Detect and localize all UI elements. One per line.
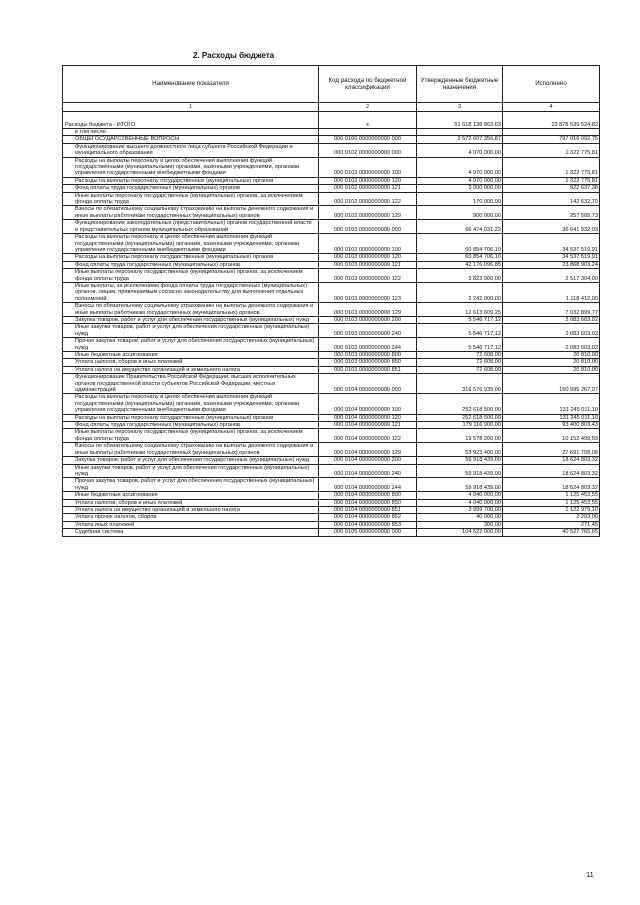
row-name: Уплата налогов, сборов и иных платежей [63,359,319,366]
row-code: 000 0102 0000000000 120 [319,177,417,184]
row-approved: 19 578 200,00 [417,429,503,443]
row-name: Закупка товаров, работ и услуг для обеспечения государственных (муниципальных) нужд [63,457,319,464]
row-executed: 1 322 775,81 [503,157,600,177]
row-code: 000 0103 0000000000 123 [319,282,417,302]
row-code: 000 0100 0000000000 000 [319,136,417,143]
row-executed: 18 624 803,32 [503,464,600,478]
row-executed: 142 632,70 [503,192,600,206]
table-row [63,478,600,492]
row-approved: 12 613 609,25 [417,303,503,317]
row-approved: 900 000,00 [417,206,503,220]
table-row [63,506,600,513]
row-executed: 1 322 775,81 [503,143,600,157]
row-code: 000 0104 0000000000 244 [319,478,417,492]
table-row [63,366,600,373]
row-name: Расходы на выплаты персоналу в целях обеспечения выполнения функций государственными (муниципальными) органами, казенными учреждениями, органами управления государственными внебюджетными фондами [63,157,319,177]
table-row [63,261,600,268]
row-executed: 93 400 803,43 [503,422,600,429]
row-name: Взносы по обязательному социальному страхованию на выплаты денежного содержания и иные выплаты работникам государственных (муниципальных) органов [63,206,319,220]
row-executed: 1 122 979,10 [503,506,600,513]
row-code: 000 0103 0000000000 000 [319,220,417,234]
row-name: Прочая закупка товаров, работ и услуг для обеспечения государственных (муниципальных) нужд [63,478,319,492]
table-row [63,338,600,352]
row-approved: 3 999 700,00 [417,506,503,513]
row-approved: 4 070 000,00 [417,157,503,177]
row-name: Иные бюджетные ассигнования [63,352,319,359]
row-approved: 66 474 031,22 [417,220,503,234]
table-row [63,157,600,177]
row-approved: 5 546 717,12 [417,338,503,352]
row-code: 000 0104 0000000000 122 [319,429,417,443]
row-executed: 34 537 519,91 [503,234,600,254]
row-name: Расходы на выплаты персоналу государственных (муниципальных) органов [63,254,319,261]
row-name: Функционирование высшего должностного лица субъекта Российской Федерации и муниципального образования [63,143,319,157]
row-executed: 2 083 603,02 [503,324,600,338]
table-row [63,499,600,506]
row-approved: 252 618 500,00 [417,394,503,414]
row-name: Расходы на выплаты персоналу государственных (муниципальных) органов [63,177,319,184]
row-name: Иные выплаты персоналу государственных (муниципальных) органов, за исключением фонда оплаты труда [63,192,319,206]
row-executed: 23 878 539 524,82 [503,112,600,129]
row-name: Фонд оплаты труда государственных (муниципальных) органов [63,261,319,268]
row-code: 000 0104 0000000000 129 [319,443,417,457]
row-name: Взносы по обязательному социальному страхованию на выплаты денежного содержания и иные выплаты работникам государственных (муниципальных) органов [63,443,319,457]
row-approved: 179 116 900,00 [417,422,503,429]
row-executed: 1 118 412,00 [503,282,600,302]
expenses-table [62,65,600,537]
row-code: 000 0104 0000000000 850 [319,499,417,506]
row-code: 000 0105 0000000000 000 [319,529,417,536]
row-code: х [319,112,417,129]
row-name: Иные закупки товаров, работ и услуг для обеспечения государственных (муниципальных) нужд [63,324,319,338]
row-code: 000 0103 0000000000 800 [319,352,417,359]
table-body [63,112,600,537]
row-executed: 27 691 708,08 [503,443,600,457]
row-name: в том числе: [63,129,319,136]
col-number-1: 1 [63,103,319,112]
row-executed: 2 203,00 [503,514,600,521]
row-executed: 20 810,00 [503,366,600,373]
row-code: 000 0104 0000000000 240 [319,464,417,478]
row-name: Прочая закупка товаров, работ и услуг для обеспечения государственных (муниципальных) нужд [63,338,319,352]
row-executed: 36 641 932,93 [503,220,600,234]
table-row [63,394,600,414]
row-code: 000 0103 0000000000 120 [319,254,417,261]
row-approved: 5 546 717,12 [417,316,503,323]
table-row [63,136,600,143]
table-row [63,514,600,521]
row-executed: 1 322 775,81 [503,177,600,184]
row-name: Уплата налогов, сборов и иных платежей [63,499,319,506]
row-executed: 23 868 903,24 [503,261,600,268]
col-number-2: 2 [319,103,417,112]
table-row [63,206,600,220]
row-name: ОБЩЕГОСУДАРСТВЕННЫЕ ВОПРОСЫ [63,136,319,143]
row-code: 000 0103 0000000000 850 [319,359,417,366]
row-name: Иные выплаты персоналу государственных (муниципальных) органов, за исключением фонда оплаты труда [63,429,319,443]
table-row [63,422,600,429]
row-code: 000 0102 0000000000 129 [319,206,417,220]
row-code: 000 0102 0000000000 100 [319,157,417,177]
row-executed: 20 810,00 [503,359,600,366]
row-executed: 20 810,00 [503,352,600,359]
row-name: Иные закупки товаров, работ и услуг для обеспечения государственных (муниципальных) нужд [63,464,319,478]
row-code: 000 0103 0000000000 129 [319,303,417,317]
row-name: Судебная система [63,529,319,536]
row-approved: 53 923 400,00 [417,443,503,457]
row-approved: 59 918 439,00 [417,464,503,478]
row-approved: 59 918 439,00 [417,478,503,492]
row-executed: 34 537 519,91 [503,254,600,261]
row-code: 000 0103 0000000000 851 [319,366,417,373]
table-row [63,220,600,234]
row-name: Расходы на выплаты персоналу государственных (муниципальных) органов [63,414,319,421]
row-executed: 2 083 603,02 [503,316,600,323]
table-row [63,443,600,457]
table-row [63,529,600,536]
section-title: 2. Расходы бюджета [193,51,275,60]
table-row [63,521,600,528]
table-row [63,492,600,499]
row-executed: 257 505,73 [503,206,600,220]
row-code: 000 0104 0000000000 852 [319,514,417,521]
row-code: 000 0102 0000000000 122 [319,192,417,206]
row-name: Иные бюджетные ассигнования [63,492,319,499]
row-executed: 131 245 011,10 [503,394,600,414]
header-name: Наименование показателя [63,66,319,103]
table-row [63,374,600,394]
row-approved: 4 070 000,00 [417,177,503,184]
row-approved: 316 576 939,00 [417,374,503,394]
row-code [319,129,417,136]
row-name: Взносы по обязательному социальному страхованию на выплаты денежного содержания и иные выплаты работникам государственных (муниципальных) органов [63,303,319,317]
row-approved: 2 242 000,00 [417,282,503,302]
col-number-4: 4 [503,103,600,112]
table-row [63,464,600,478]
row-name: Расходы на выплаты персоналу в целях обеспечения выполнения функций государственными (муниципальными) органами, казенными учреждениями, органами управления государственными внебюджетными фондами [63,234,319,254]
row-executed: 131 245 011,10 [503,414,600,421]
row-executed: 150 995 267,97 [503,374,600,394]
row-approved: 170 000,00 [417,192,503,206]
table-row [63,352,600,359]
row-executed: 271,45 [503,521,600,528]
header-executed: Исполнено [503,66,600,103]
row-approved: 72 608,00 [417,352,503,359]
row-code: 000 0103 0000000000 244 [319,338,417,352]
row-approved: 40 000,00 [417,514,503,521]
row-name: Иные выплаты, за исключением фонда оплаты труда государственных (муниципальных) органов, лицам, привлекаемым согласно законодательству для выполнения отдельных полномочий [63,282,319,302]
row-code: 000 0104 0000000000 120 [319,414,417,421]
row-approved: 4 040 000,00 [417,492,503,499]
row-code: 000 0103 0000000000 122 [319,269,417,283]
row-name: Функционирование законодательных (представительных) органов государственной власти и представительных органов муниципальных образований [63,220,319,234]
row-code: 000 0103 0000000000 100 [319,234,417,254]
row-executed: 10 152 499,59 [503,429,600,443]
row-code: 000 0103 0000000000 240 [319,324,417,338]
row-executed: 18 624 803,32 [503,457,600,464]
row-executed: 7 032 899,77 [503,303,600,317]
table-row [63,457,600,464]
table-row [63,303,600,317]
row-executed [503,129,600,136]
table-row [63,359,600,366]
table-row [63,254,600,261]
row-executed: 922 637,38 [503,185,600,192]
row-name: Закупка товаров, работ и услуг для обеспечения государственных (муниципальных) нужд [63,316,319,323]
row-code: 000 0104 0000000000 851 [319,506,417,513]
row-approved [417,129,503,136]
row-executed: 2 517 304,00 [503,269,600,283]
table-row [63,429,600,443]
row-executed: 2 083 603,02 [503,338,600,352]
row-approved: 51 618 138 863,63 [417,112,503,129]
row-name: Расходы на выплаты персоналу в целях обеспечения выполнения функций государственными (муниципальными) органами, казенными учреждениями, органами управления государственными внебюджетными фондами [63,394,319,414]
row-name: Уплата прочих налогов, сборов [63,514,319,521]
row-code: 000 0103 0000000000 121 [319,261,417,268]
table-row [63,316,600,323]
row-code: 000 0102 0000000000 000 [319,143,417,157]
row-name: Расходы бюджета - ИТОГО [63,112,319,129]
row-name: Иные выплаты персоналу государственных (муниципальных) органов, за исключением фонда оплаты труда [63,269,319,283]
row-name: Фонд оплаты труда государственных (муниципальных) органов [63,185,319,192]
row-approved: 104 522 000,00 [417,529,503,536]
row-approved: 252 618 500,00 [417,414,503,421]
row-approved: 4 070 000,00 [417,143,503,157]
row-approved: 5 546 717,12 [417,324,503,338]
col-number-3: 3 [417,103,503,112]
row-name: Уплата налога на имущество организаций и земельного налога [63,366,319,373]
row-code: 000 0103 0000000000 200 [319,316,417,323]
table-row [63,269,600,283]
row-approved: 72 608,00 [417,366,503,373]
row-approved: 300,00 [417,521,503,528]
row-code: 000 0104 0000000000 853 [319,521,417,528]
table-row [63,282,600,302]
row-executed: 797 016 092,75 [503,136,600,143]
row-code: 000 0104 0000000000 200 [319,457,417,464]
row-approved: 59 918 439,00 [417,457,503,464]
row-approved: 3 823 000,00 [417,269,503,283]
page-number: 11 [586,870,594,879]
row-approved: 60 854 706,10 [417,234,503,254]
row-code: 000 0104 0000000000 100 [319,394,417,414]
table-row [63,185,600,192]
row-approved: 4 040 000,00 [417,499,503,506]
row-name: Уплата налога на имущество организаций и земельного налога [63,506,319,513]
table-row [63,234,600,254]
row-executed: 1 125 453,55 [503,492,600,499]
table-row [63,177,600,184]
row-approved: 3 000 000,00 [417,185,503,192]
row-code: 000 0102 0000000000 121 [319,185,417,192]
row-executed: 18 624 803,32 [503,478,600,492]
table-row [63,414,600,421]
table-row [63,143,600,157]
row-code: 000 0104 0000000000 800 [319,492,417,499]
row-executed: 40 527 765,65 [503,529,600,536]
row-approved: 42 176 096,85 [417,261,503,268]
row-approved: 72 608,00 [417,359,503,366]
row-code: 000 0104 0000000000 000 [319,374,417,394]
table-row [63,324,600,338]
table-row [63,192,600,206]
table-row [63,129,600,136]
row-approved: 2 572 607 356,87 [417,136,503,143]
row-name: Уплата иных платежей [63,521,319,528]
header-code: Код расхода по бюджетной классификации [319,66,417,103]
row-executed: 1 125 453,55 [503,499,600,506]
table-row [63,112,600,129]
header-approved: Утвержденные бюджетные назначения [417,66,503,103]
row-name: Фонд оплаты труда государственных (муниципальных) органов [63,422,319,429]
row-name: Функционирование Правительства Российской Федерации, высших исполнительных органов государственной власти субъектов Российской Федерации, местных администраций [63,374,319,394]
row-approved: 60 854 706,10 [417,254,503,261]
row-code: 000 0104 0000000000 121 [319,422,417,429]
